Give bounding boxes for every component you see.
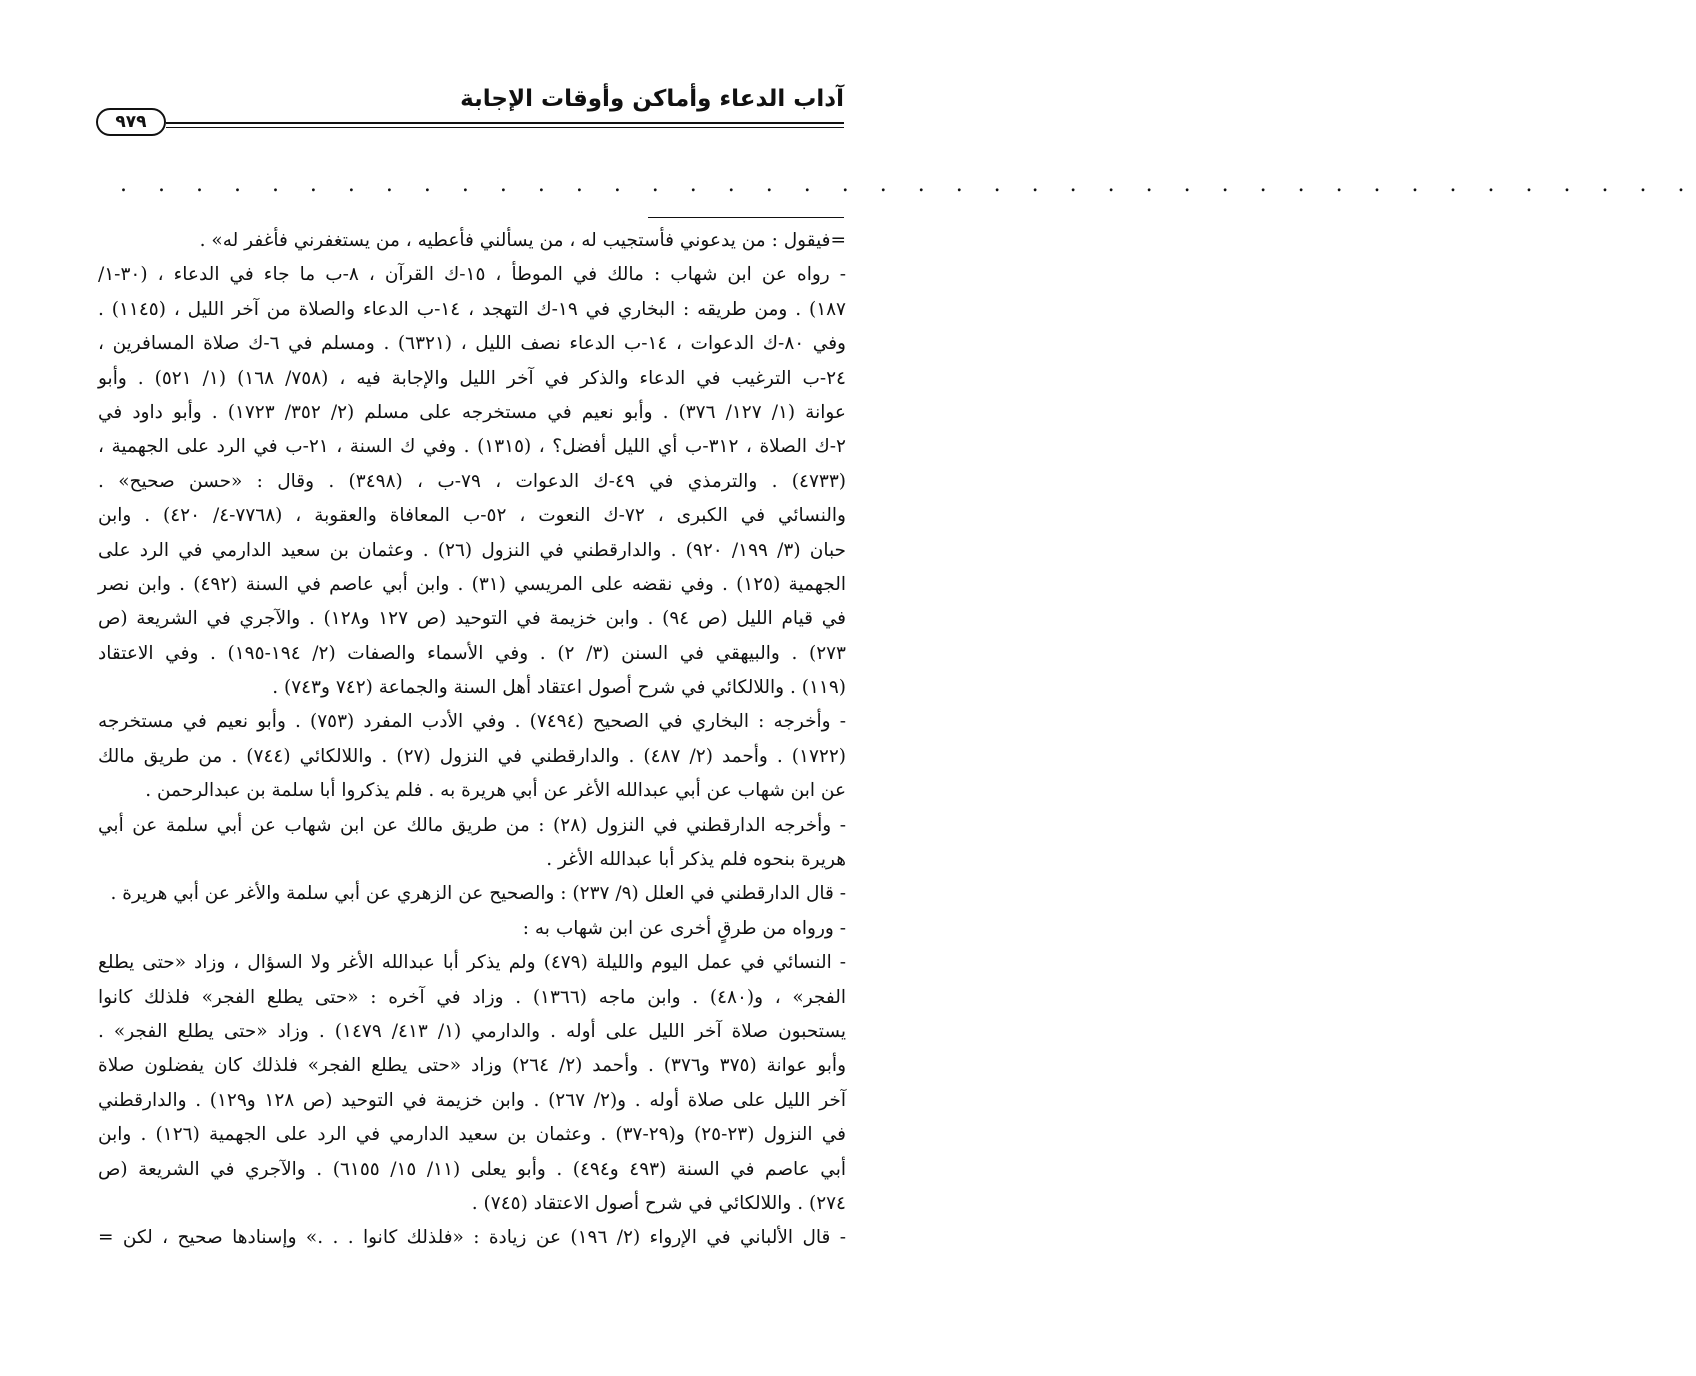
footnote-line: والنسائي في الكبرى ، ٧٢-ك النعوت ، ٥٢-ب المعافاة والعقوبة ، (٧٧٦٨-٤/ ٤٢٠) . وابن <box>98 505 846 527</box>
page-header <box>96 82 844 142</box>
footnote-line: حبان (٣/ ١٩٩/ ٩٢٠) . والدارقطني في النزول (٢٦) . وعثمان بن سعيد الدارمي في الرد على <box>98 539 846 561</box>
footnote-line: - قال الألباني في الإرواء (٢/ ١٩٦) عن زيادة : «فلذلك كانوا . . .» وإسنادها صحيح ، لكن = <box>98 1227 846 1249</box>
footnote-line: ٢-ك الصلاة ، ٣١٢-ب أي الليل أفضل؟ ، (١٣١٥) . وفي ك السنة ، ٢١-ب في الرد على الجهمية ، <box>98 436 846 458</box>
page-number: ٩٧٩ <box>96 108 166 136</box>
footnote-line: (١٧٢٢) . وأحمد (٢/ ٤٨٧) . والدارقطني في النزول (٢٧) . واللالكائي (٧٤٤) . من طريق مالك <box>98 745 846 767</box>
footnote-line: عن ابن شهاب عن أبي عبدالله الأغر عن أبي هريرة به . فلم يذكروا أبا سلمة بن عبدالرحمن . <box>145 780 846 802</box>
footnote-line: (٤٧٣٣) . والترمذي في ٤٩-ك الدعوات ، ٧٩-ب ، (٣٤٩٨) . وقال : «حسن صحيح» . <box>98 470 846 492</box>
footnote-line: في النزول (٢٣-٢٥) و(٢٩-٣٧) . وعثمان بن سعيد الدارمي في الرد على الجهمية (١٢٦) . وابن <box>98 1124 846 1146</box>
footnote-line: آخر الليل على صلاة أوله . و(٢/ ٢٦٧) . وابن خزيمة في التوحيد (ص ١٢٨ و١٢٩) . والدارقطني <box>98 1089 847 1111</box>
footnote-line: (١١٩) . واللالكائي في شرح أصول اعتقاد أهل السنة والجماعة (٧٤٢ و٧٤٣) . <box>272 677 846 699</box>
footnote-line: وأبو عوانة (٣٧٥ و٣٧٦) . وأحمد (٢/ ٢٦٤) وزاد «حتى يطلع الفجر» فلذلك كان يفضلون صلاة <box>98 1055 846 1077</box>
footnote-line: - رواه عن ابن شهاب : مالك في الموطأ ، ١٥-ك القرآن ، ٨-ب ما جاء في الدعاء ، (٣٠-١/ <box>98 264 846 286</box>
footnote-body <box>98 224 846 1256</box>
footnote-line: ٢٧٤) . واللالكائي في شرح أصول الاعتقاد (٧٤٥) . <box>471 1192 846 1214</box>
footnote-line: ٢٧٣) . والبيهقي في السنن (٣/ ٢) . وفي الأسماء والصفات (٢/ ١٩٤-١٩٥) . وفي الاعتقاد <box>98 642 846 664</box>
footnote-line: - ورواه من طرقٍ أخرى عن ابن شهاب به : <box>522 917 846 939</box>
footnote-line: - وأخرجه : البخاري في الصحيح (٧٤٩٤) . وفي الأدب المفرد (٧٥٣) . وأبو نعيم في مستخرجه <box>98 711 846 733</box>
running-title: آداب الدعاء وأماكن وأوقات الإجابة <box>460 86 844 112</box>
footnote-line: يستحبون صلاة آخر الليل على أوله . والدارمي (١/ ٤١٣/ ١٤٧٩) . وزاد «حتى يطلع الفجر» . <box>98 1020 846 1042</box>
footnote-line: ١٨٧) . ومن طريقه : البخاري في ١٩-ك التهجد ، ١٤-ب الدعاء والصلاة من آخر الليل ، (١١٤٥) . <box>98 298 846 320</box>
footnote-line: =فيقول : من يدعوني فأستجيب له ، من يسألني فأعطيه ، من يستغفرني فأغفر له» . <box>199 230 846 251</box>
separator-dots: . . . . . . . . . . . . . . . . . . . . . . . . . . . . . . . . . . . . . . . . . . <box>120 172 1696 197</box>
footnote-rule <box>648 217 844 218</box>
footnote-line: الفجر» ، و(٤٨٠) . وابن ماجه (١٣٦٦) . وزاد في آخره : «حتى يطلع الفجر» فلذلك كانوا <box>98 986 846 1008</box>
footnote-line: أبي عاصم في السنة (٤٩٣ و٤٩٤) . وأبو يعلى (١١/ ١٥/ ٦١٥٥) . والآجري في الشريعة (ص <box>98 1158 846 1180</box>
header-rule <box>166 122 844 128</box>
footnote-line: هريرة بنحوه فلم يذكر أبا عبدالله الأغر . <box>546 849 846 871</box>
footnote-line: ٢٤-ب الترغيب في الدعاء والذكر في آخر الليل والإجابة فيه ، (٧٥٨/ ١٦٨) (١/ ٥٢١) . وأبو <box>98 367 846 389</box>
footnote-line: الجهمية (١٢٥) . وفي نقضه على المريسي (٣١) . وابن أبي عاصم في السنة (٤٩٢) . وابن نصر <box>98 573 846 595</box>
footnote-line: - وأخرجه الدارقطني في النزول (٢٨) : من طريق مالك عن ابن شهاب عن أبي سلمة عن أبي <box>98 814 846 836</box>
footnote-line: وفي ٨٠-ك الدعوات ، ١٤-ب الدعاء نصف الليل ، (٦٣٢١) . ومسلم في ٦-ك صلاة المسافرين ، <box>98 333 846 355</box>
footnote-line: - قال الدارقطني في العلل (٩/ ٢٣٧) : والصحيح عن الزهري عن أبي سلمة والأغر عن أبي هريرة . <box>110 883 846 905</box>
footnote-line: في قيام الليل (ص ٩٤) . وابن خزيمة في التوحيد (ص ١٢٧ و١٢٨) . والآجري في الشريعة (ص <box>98 608 846 630</box>
footnote-line: عوانة (١/ ١٢٧/ ٣٧٦) . وأبو نعيم في مستخرجه على مسلم (٢/ ٣٥٢/ ١٧٢٣) . وأبو داود في <box>98 401 846 423</box>
footnote-line: - النسائي في عمل اليوم والليلة (٤٧٩) ولم يذكر أبا عبدالله الأغر ولا السؤال ، وزاد «حتى يطلع <box>98 952 847 974</box>
